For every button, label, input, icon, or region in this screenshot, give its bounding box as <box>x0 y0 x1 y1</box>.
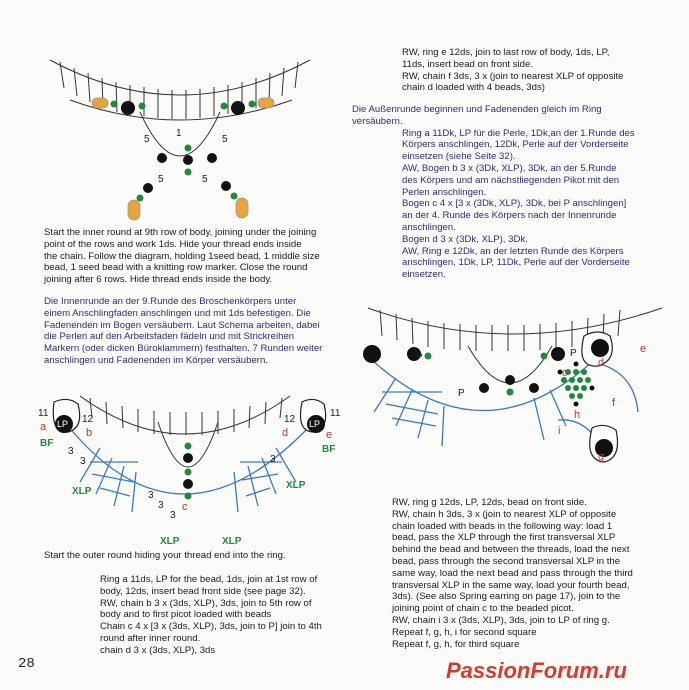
outer-round-de: Die Außenrunde beginnen und Fadenenden gleich im Ring versäubern. Ring a 11Dk, LP für die Perle, 1Dk,an der 1.Runde des Körpers anschlingen, 12Dk, Perle auf der Vorderseite einsetzen (siehe Seite 32). AW, Bogen b 3 x (3Dk, XLP), 3Dk, an der 5.Runde des Körpers und am nächstliegenden Pikot mit den Perlen anschlingen. Bogen c 4 x [3 x (3Dk, XLP), 3Dk, bei P anschlingen] an der 4. Runde des Körpers nach der Innenrunde anschlingen. Bogen d 3 x (3Dk, XLP), 3Dk. AW, Ring e 12Dk, an der letzten Runde des Körpers anschlingen, 1Dk, LP, 11Dk, Perle auf der Vorderseite einsetzen. <box>352 104 635 281</box>
letter-i-right: i <box>558 425 561 437</box>
p-label-1: P <box>416 352 423 363</box>
label-12-right: 12 <box>284 414 296 425</box>
inner-round-diagram <box>30 40 330 230</box>
outer-round-start: Start the outer round hiding your thread end into the ring. <box>44 550 286 561</box>
p-label-3: P <box>458 388 465 399</box>
letter-d-right: d <box>598 357 605 369</box>
xlp-3: XLP <box>222 536 242 547</box>
letter-c: c <box>182 501 188 513</box>
page-number: 28 <box>18 656 35 672</box>
label-5c: 5 <box>158 174 164 185</box>
label-3c: 3 <box>148 490 154 501</box>
letter-h-right: h <box>574 409 581 421</box>
label-5a: 5 <box>144 134 150 145</box>
letter-d: d <box>282 427 289 439</box>
letter-c-right: c <box>562 367 568 379</box>
label-11-left: 11 <box>38 408 49 419</box>
xlp-4: XLP <box>286 480 306 491</box>
label-3b: 3 <box>80 456 86 467</box>
letter-g-right: g <box>598 451 605 463</box>
label-12-left: 12 <box>82 414 94 425</box>
letter-a: a <box>40 421 47 433</box>
label-3a: 3 <box>68 446 74 457</box>
label-5b: 5 <box>222 134 228 145</box>
xlp-1: XLP <box>72 486 92 497</box>
letter-e-right: e <box>640 343 647 355</box>
outer-round-diagram-left <box>20 362 350 552</box>
xlp-2: XLP <box>160 536 180 547</box>
label-1: 1 <box>176 128 182 139</box>
bf-left: BF <box>40 438 54 449</box>
lp-label-left: LP <box>57 419 69 429</box>
letter-b: b <box>86 427 93 439</box>
label-3e: 3 <box>170 510 176 521</box>
bf-right: BF <box>322 444 336 455</box>
label-11-right: 11 <box>330 408 341 419</box>
outer-round-instructions: Ring a 11ds, LP for the bead, 1ds, join at 1st row of body, 12ds, insert bead front side (see page 32). RW, chain b 3 x (3ds, XLP), 3ds, join to 5th row of body and to first picot loaded with beads Chain c 4 x [3 x (3ds, XLP), 3ds, join to P] join to 4th round after inner round. chain d 3 x (3ds, XLP), 3ds <box>100 574 322 656</box>
letter-f-right: f <box>612 397 616 409</box>
inner-round-en: Start the inner round at 9th row of body, joining under the joining point of the rows and work 1ds. Hide your thread ends inside the chain. Follow the diagram, holding 1seed bead, 1 middle size bead, 1 seed bead with a knitting row marker. Close the round joining after 6 rows. Hide thread ends inside the body. <box>44 227 320 286</box>
label-3f: 3 <box>270 454 276 465</box>
outer-round-diagram-right <box>362 300 682 490</box>
letter-e: e <box>326 429 333 441</box>
inner-round-de: Die Innenrunde an der 9.Runde des Broschenkörpers unter einem Anschlingfaden anschlingen und mit 1ds befestigen. Die Fadenenden im Bogen versäubern. Laut Schema arbeiten, dabei die Perlen auf den Arbeitsfaden fädeln und mit Strickreihen Markern (oder dicken Büroklammern) festhalten. 7 Runden weiter anschlingen und Fadenenden im Körper versäubern. <box>44 296 323 366</box>
ring-e-chain-f-en: RW, ring e 12ds, join to last row of body, 1ds, LP, 11ds, insert bead on front side. RW, chain f 3ds, 3 x (join to nearest XLP of opposite chain d loaded with 4 beads, 3ds) <box>402 47 624 94</box>
lp-label-right: LP <box>309 419 321 429</box>
watermark: PassionForum.ru <box>446 658 627 683</box>
squares-instructions: RW, ring g 12ds, LP, 12ds, bead on front side. RW, chain h 3ds, 3 x (join to nearest XLP of opposite chain loaded with beads in the following way: load 1 bead, pass the XLP through the first transversal XLP behind the bead and between the threads, load the next bead, pass through the second transversal XLP in the same way, load the next bead and pass through the third transversal XLP in the same way, load your fourth bead, 3ds). (See also Spring earring on page 17), join to the joining point of chain c to the beaded picot. RW, chain i 3 x (3ds, XLP), 3ds, join to LP of ring g. Repeat f, g, h, i for second square Repeat f, g, h, for third square <box>392 497 633 650</box>
p-label-2: P <box>570 348 577 359</box>
label-3d: 3 <box>158 500 164 511</box>
label-5d: 5 <box>202 174 208 185</box>
